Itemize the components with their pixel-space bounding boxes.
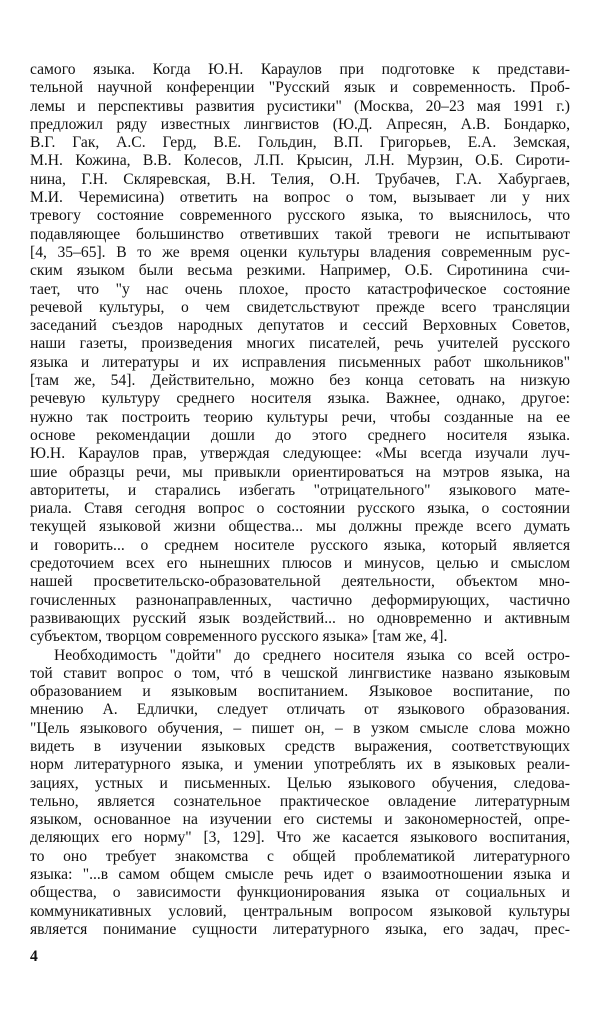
text-line: М.И. Черемисина) ответить на вопрос о том, вызывает ли у них <box>30 189 570 207</box>
text-line: ским языком были весьма резкими. Например, О.Б. Сиротинина счи- <box>30 262 570 280</box>
text-line: тает, что "у нас очень плохое, просто катастрофическое состояние <box>30 280 570 298</box>
text-line: то оно требует знакомства с общей проблематикой литературного <box>30 847 570 865</box>
text-line: нужно так построить теорию культуры речи, чтобы созданные на ее <box>30 408 570 426</box>
text-line: "Цель языкового обучения, – пишет он, – в узком смысле слова можно <box>30 719 570 737</box>
text-line: средоточием всех его нынешних плюсов и минусов, целью и смыслом <box>30 555 570 573</box>
text-line: тельно, является сознательное практическое овладение литературным <box>30 792 570 810</box>
text-line: речевую культуру среднего носителя языка. Важнее, однако, другое: <box>30 390 570 408</box>
text-line: [там же, 54]. Действительно, можно без конца сетовать на низкую <box>30 372 570 390</box>
text-line: Необходимость "дойти" до среднего носителя языка со всей остро- <box>54 646 570 664</box>
text-line: риала. Ставя сегодня вопрос о состоянии русского языка, о состоянии <box>30 500 570 518</box>
text-line: той ставит вопрос о том, чтó в чешской лингвистике названо языковым <box>30 664 570 682</box>
text-line: деляющих его норму" [3, 129]. Что же касается языкового воспитания, <box>30 829 570 847</box>
text-line: развивающих русский язык воздействий... но одновременно и активным <box>30 609 570 627</box>
text-line: языка: "...в самом общем смысле речь идет о взаимоотношении языка и <box>30 866 570 884</box>
text-line: основе рекомендации дошли до этого среднего носителя языка. <box>30 426 570 444</box>
text-line: и говорить... о среднем носителе русского языка, который является <box>30 536 570 554</box>
text-line: тельной научной конференции "Русский язык и современность. Проб- <box>30 79 570 97</box>
text-line: предложил ряду известных лингвистов (Ю.Д. Апресян, А.В. Бондарко, <box>30 115 570 133</box>
text-line: самого языка. Когда Ю.Н. Караулов при подготовке к представи- <box>30 61 570 78</box>
text-line: заседаний съездов народных депутатов и сессий Верховных Советов, <box>30 317 570 335</box>
text-line: видеть в изучении языковых средств выражения, соответствующих <box>30 737 570 755</box>
text-line: авторитеты, и старались избегать "отрицательного" языкового мате- <box>30 481 570 499</box>
text-line: шие образцы речи, мы привыкли ориентироваться на мэтров языка, на <box>30 463 570 481</box>
text-line: коммуникативных условий, центральным вопросом языковой культуры <box>30 902 570 920</box>
text-line: мнению А. Едлички, следует отличать от языкового образования. <box>30 701 570 719</box>
text-line: речевой культуры, о чем свидетсльствуют прежде всего трансляции <box>30 298 570 316</box>
text-line: языком, основанное на изучении его системы и закономерностей, опре- <box>30 811 570 829</box>
text-line: подавляющее большинство ответивших такой тревоги не испытывают <box>30 225 570 243</box>
text-line: нашей просветительско-образовательной деятельности, объектом мно- <box>30 573 570 591</box>
text-line: В.Г. Гак, А.С. Герд, В.Е. Гольдин, В.П. Григорьев, Е.А. Земская, <box>30 134 570 152</box>
text-line: Ю.Н. Караулов прав, утверждая следующее: «Мы всегда изучали луч- <box>30 445 570 463</box>
text-line: тревогу состояние современного русского языка, то выяснилось, что <box>30 207 570 225</box>
text-line: общества, о зависимости функционирования языка от социальных и <box>30 884 570 902</box>
text-line: субъектом, творцом современного русского языка» [там же, 4]. <box>30 628 448 646</box>
page-body-text <box>30 61 570 939</box>
text-line: лемы и перспективы развития русистики" (Москва, 20–23 мая 1991 г.) <box>30 97 570 115</box>
text-line: М.Н. Кожина, В.В. Колесов, Л.П. Крысин, Л.Н. Мурзин, О.Б. Сироти- <box>30 152 570 170</box>
text-line: зациях, устных и письменных. Целью языкового обучения, следова- <box>30 774 570 792</box>
text-line: [4, 35–65]. В то же время оценки культуры владения современным рус- <box>30 243 570 261</box>
text-line: норм литературного языка, и умении употреблять их в языковых реали- <box>30 756 570 774</box>
text-line: текущей языковой жизни общества... мы должны прежде всего думать <box>30 518 570 536</box>
text-line: является понимание сущности литературного языка, его задач, прес- <box>30 920 570 938</box>
text-line: нина, Г.Н. Скляревская, В.Н. Телия, О.Н. Трубачев, Г.А. Хабургаев, <box>30 170 570 188</box>
text-line: гочисленных разнонаправленных, частично деформирующих, частично <box>30 591 570 609</box>
text-line: наши газеты, произведения многих писателей, речь учителей русского <box>30 335 570 353</box>
text-line: языка и литературы и их исправления письменных работ школьников" <box>30 353 570 371</box>
text-line: образованием и языковым воспитанием. Языковое воспитание, по <box>30 683 570 701</box>
page-number: 4 <box>30 948 38 965</box>
